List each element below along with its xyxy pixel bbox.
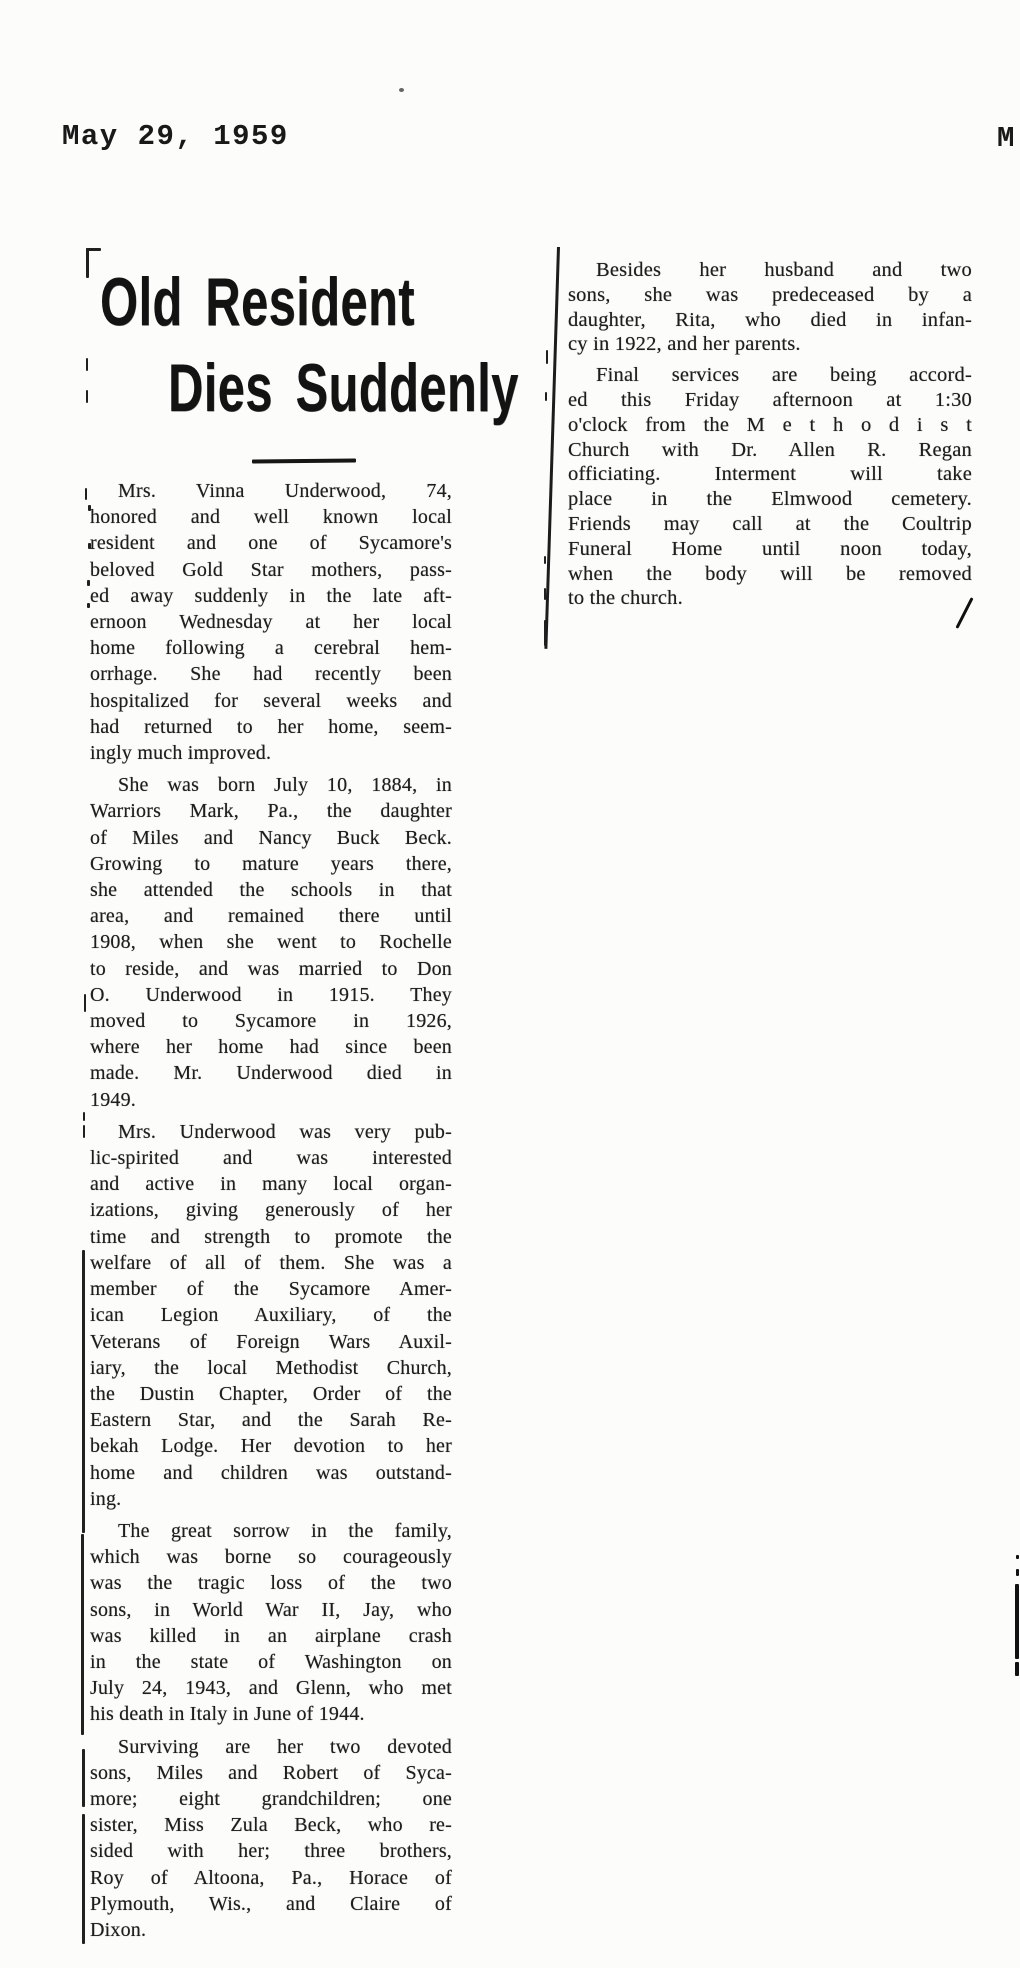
text-line: 1949.: [90, 1088, 136, 1111]
text-line: Veterans of Foreign Wars Auxil-: [90, 1330, 452, 1353]
text-line: o'clock from the M e t h o d i s t: [568, 413, 972, 436]
text-line: when the body will be removed: [568, 562, 972, 585]
paragraph: [568, 363, 972, 611]
text-line: iary, the local Methodist Church,: [90, 1356, 452, 1379]
article-column-right: [568, 258, 972, 611]
left-edge-mark: [87, 580, 90, 586]
left-edge-mark: [83, 1125, 85, 1138]
right-column-edge-mark: [544, 588, 546, 600]
text-line: Final services are being accord-: [596, 364, 972, 387]
text-line: had returned to her home, seem-: [90, 715, 452, 738]
text-line: ernoon Wednesday at her local: [90, 611, 452, 634]
text-line: Surviving are her two devoted: [118, 1735, 452, 1758]
text-line: place in the Elmwood cemetery.: [568, 488, 972, 511]
text-line: Growing to mature years there,: [90, 852, 452, 875]
text-line: the Dustin Chapter, Order of the: [90, 1382, 452, 1405]
text-line: sons, Miles and Robert of Syca-: [90, 1761, 452, 1784]
text-line: home following a cerebral hem-: [90, 637, 452, 660]
text-line: home and children was outstand-: [90, 1461, 452, 1484]
text-line: and active in many local organ-: [90, 1173, 452, 1196]
left-edge-mark: [82, 1250, 85, 1533]
text-line: member of the Sycamore Amer-: [90, 1278, 452, 1301]
text-line: sons, in World War II, Jay, who: [90, 1598, 452, 1621]
headline-line-2-text: Dies Suddenly: [168, 350, 519, 426]
clipping-date: May 29, 1959: [62, 120, 289, 153]
text-line: was killed in an airplane crash: [90, 1624, 452, 1647]
left-edge-mark: [88, 543, 91, 549]
crop-corner-mark: [86, 248, 89, 278]
text-line: orrhage. She had recently been: [90, 663, 452, 686]
left-edge-mark: [83, 1112, 85, 1121]
headline-divider: [252, 458, 356, 463]
left-edge-mark: [86, 390, 88, 403]
text-line: bekah Lodge. Her devotion to her: [90, 1435, 452, 1458]
right-column-edge-mark: [545, 392, 547, 401]
text-line: was the tragic loss of the two: [90, 1572, 452, 1595]
text-line: made. Mr. Underwood died in: [90, 1062, 452, 1085]
text-line: izations, giving generously of her: [90, 1199, 452, 1222]
text-line: area, and remained there until: [90, 905, 452, 928]
text-line: to the church.: [568, 587, 683, 610]
text-line: to reside, and was married to Don: [90, 957, 452, 980]
text-line: lic-spirited and was interested: [90, 1147, 452, 1170]
text-line: sister, Miss Zula Beck, who re-: [90, 1814, 452, 1837]
paper-speck: [399, 88, 404, 92]
column-rule: [544, 247, 560, 649]
text-line: July 24, 1943, and Glenn, who met: [90, 1677, 452, 1700]
text-line: honored and well known local: [90, 506, 452, 529]
text-line: Besides her husband and two: [596, 259, 972, 281]
text-line: Church with Dr. Allen R. Regan: [568, 438, 972, 461]
text-line: cy in 1922, and her parents.: [568, 333, 801, 356]
left-edge-mark: [81, 1534, 84, 1735]
text-line: resident and one of Sycamore's: [90, 532, 452, 555]
text-line: moved to Sycamore in 1926,: [90, 1010, 452, 1033]
text-line: ing.: [90, 1487, 122, 1510]
right-edge-text-fragment: M: [997, 122, 1016, 155]
text-line: sided with her; three brothers,: [90, 1840, 452, 1863]
left-edge-mark: [82, 1814, 85, 1944]
text-line: Funeral Home until noon today,: [568, 537, 972, 560]
left-edge-mark: [87, 603, 90, 608]
right-column-edge-mark: [544, 556, 546, 564]
text-line: Friends may call at the Coultrip: [568, 512, 972, 535]
text-line: ingly much improved.: [90, 742, 272, 765]
text-line: Roy of Altoona, Pa., Horace of: [90, 1866, 452, 1889]
text-line: of Miles and Nancy Buck Beck.: [90, 826, 452, 849]
text-line: more; eight grandchildren; one: [90, 1787, 452, 1810]
right-edge-mark: [1016, 1569, 1019, 1576]
left-edge-mark: [86, 358, 88, 371]
text-line: in the state of Washington on: [90, 1650, 452, 1673]
text-line: his death in Italy in June of 1944.: [90, 1703, 365, 1726]
paragraph: [90, 1119, 452, 1512]
left-edge-mark: [82, 1749, 85, 1807]
paragraph: [90, 478, 452, 766]
right-column-edge-mark: [546, 350, 548, 364]
headline-line-1: [100, 264, 537, 340]
left-edge-mark: [85, 488, 87, 500]
text-line: beloved Gold Star mothers, pass-: [90, 558, 452, 581]
right-edge-mark: [1015, 1584, 1019, 1659]
text-line: Dixon.: [90, 1918, 147, 1941]
text-line: where her home had since been: [90, 1036, 452, 1059]
text-line: sons, she was predeceased by a: [568, 283, 972, 306]
text-line: time and strength to promote the: [90, 1225, 452, 1248]
text-line: Mrs. Underwood was very pub-: [118, 1120, 452, 1143]
text-line: she attended the schools in that: [90, 879, 452, 902]
left-edge-mark: [88, 505, 91, 511]
paragraph: [568, 258, 972, 357]
text-line: ican Legion Auxiliary, of the: [90, 1304, 452, 1327]
text-line: welfare of all of them. She was a: [90, 1251, 452, 1274]
text-line: which was borne so courageously: [90, 1546, 452, 1569]
headline-line-1-text: Old Resident: [100, 264, 415, 340]
right-edge-mark: [1015, 1662, 1019, 1676]
text-line: The great sorrow in the family,: [118, 1519, 452, 1542]
text-line: daughter, Rita, who died in infan-: [568, 308, 972, 331]
text-line: ed away suddenly in the late aft-: [90, 584, 452, 607]
text-line: hospitalized for several weeks and: [90, 689, 452, 712]
article-column-left: [90, 478, 452, 1943]
left-edge-mark: [84, 994, 86, 1012]
paragraph: [90, 1734, 452, 1944]
text-line: Mrs. Vinna Underwood, 74,: [118, 480, 452, 502]
text-line: Warriors Mark, Pa., the daughter: [90, 800, 452, 823]
text-line: Eastern Star, and the Sarah Re-: [90, 1409, 452, 1432]
text-line: O. Underwood in 1915. They: [90, 983, 452, 1006]
right-column-edge-mark: [544, 620, 546, 646]
text-line: officiating. Interment will take: [568, 463, 972, 486]
text-line: 1908, when she went to Rochelle: [90, 931, 452, 954]
paragraph: [90, 1518, 452, 1728]
text-line: She was born July 10, 1884, in: [118, 774, 452, 797]
right-edge-mark: [1016, 1555, 1019, 1559]
text-line: Plymouth, Wis., and Claire of: [90, 1892, 452, 1915]
text-line: ed this Friday afternoon at 1:30: [568, 388, 972, 411]
paragraph: [90, 772, 452, 1113]
